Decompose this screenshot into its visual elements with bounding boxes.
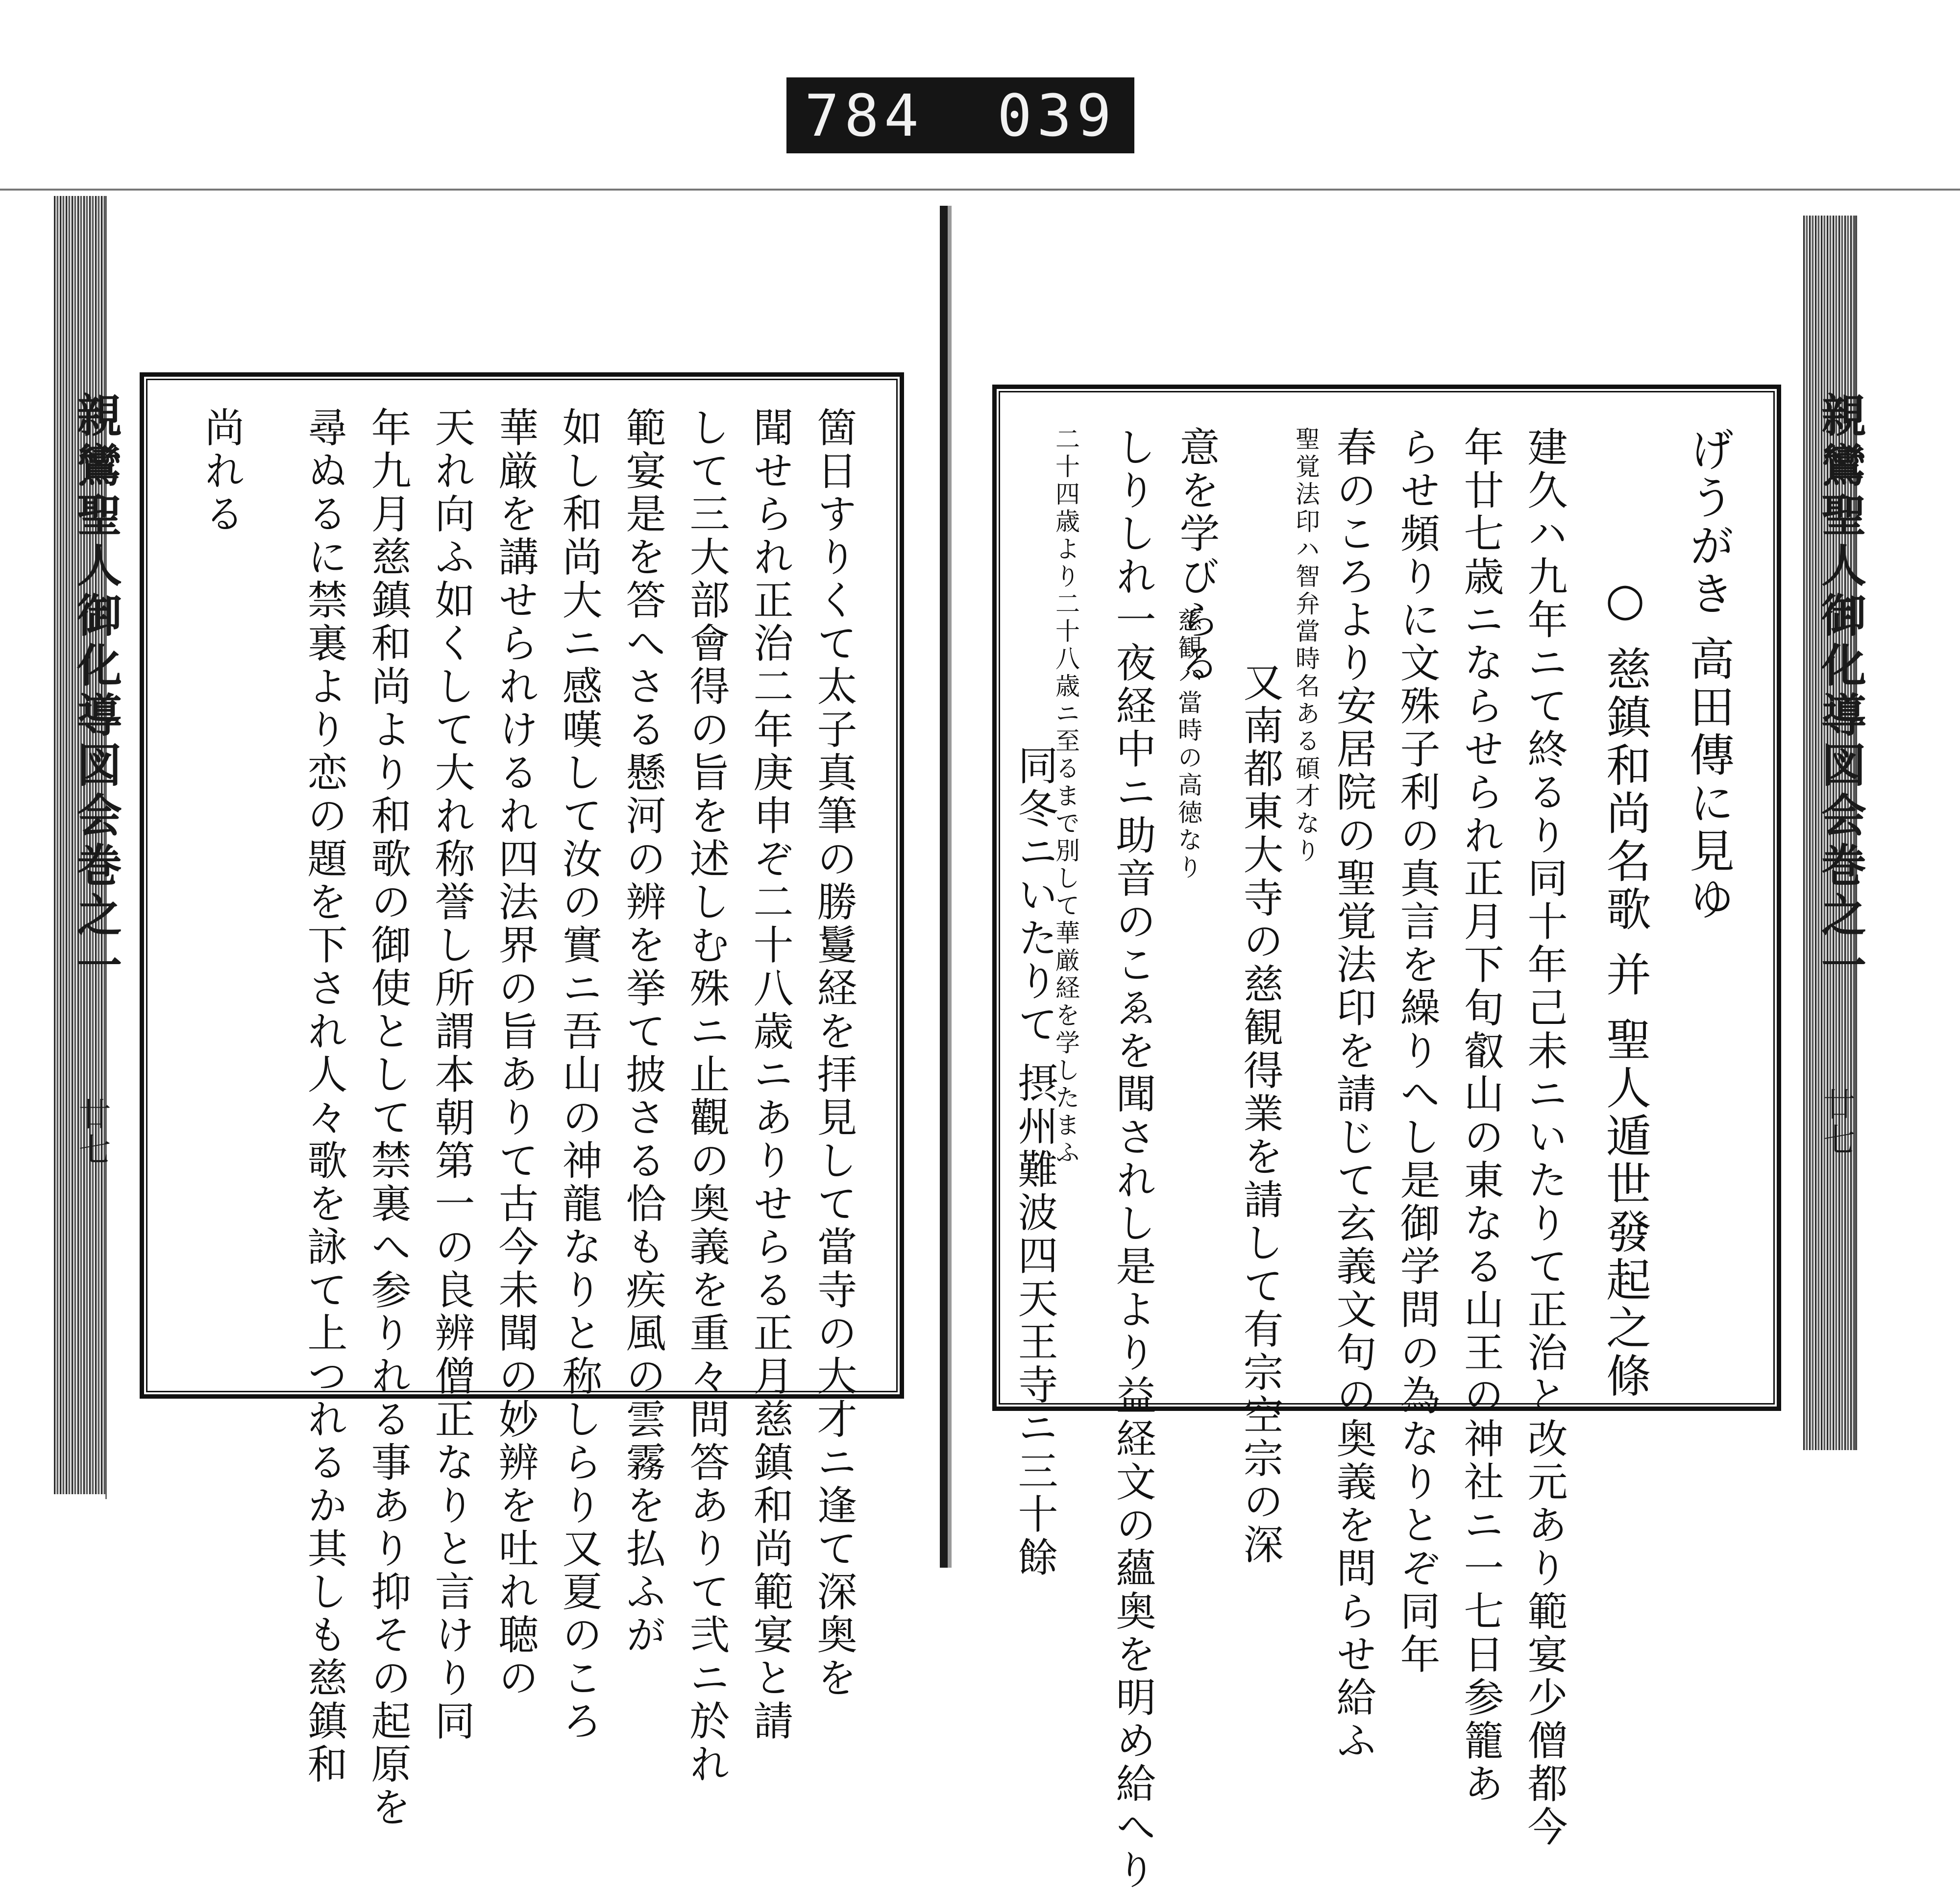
left-column-2: 聞せられ正治二年庚申ぞ二十八歳ニありせらる正月慈鎮和尚範宴と請 — [747, 407, 793, 1743]
left-column-9: 尋ぬるに禁裏より恋の題を下され人々歌を詠て上つれるか其しも慈鎮和 — [301, 407, 347, 1786]
book-spine-shadow — [948, 206, 952, 1568]
catalogue-label — [786, 77, 1134, 153]
right-note-2: 慈観ハ當時の高徳なり — [1174, 607, 1202, 882]
left-column-1: 箇日すりくて太子真筆の勝鬘経を拝見して當寺の大才ニ逢て深奥を — [810, 407, 857, 1700]
right-note-1: 聖覚法印ハ智弁當時名ある碩才なり — [1292, 426, 1320, 865]
source-line: げうがき 高田傳に見ゆ — [1682, 426, 1735, 924]
label-left-number: 784 — [804, 81, 924, 149]
left-column-7: 天れ向ふ如くして大れ称誉し所謂本朝第一の良辨僧正なりと言けり同 — [428, 407, 475, 1743]
right-column-2: 年廿七歳ニならせられ正月下旬叡山の東なる山王の神社ニ一七日参籠あ — [1457, 426, 1504, 1806]
label-right-number: 039 — [997, 81, 1117, 149]
right-column-1: 建久ハ九年ニて終るり同十年己未ニいたりて正治と改元あり範宴少僧都今 — [1521, 426, 1568, 1849]
right-column-8: 同冬ニいたりて 摂州難波四天王寺ニ三十餘 — [1011, 745, 1058, 1580]
right-column-7: しりしれ一夜経中ニ助音のこゑを聞されし是より益経文の蘊奥を明め給へり — [1109, 426, 1156, 1892]
left-page-number: 廿七 — [73, 1097, 111, 1168]
right-column-6: 意を学びらる — [1173, 426, 1220, 685]
scan-top-edge — [0, 189, 1960, 191]
right-margin-title: 親鸞聖人御化導図会巻之一 — [1814, 392, 1867, 992]
right-note-3: 二十四歳より二十八歳ニ至るまで別して華厳経を学したまふ — [1052, 426, 1080, 1167]
left-margin-title: 親鸞聖人御化導図会巻之一 — [70, 392, 122, 992]
section-title: ○ 慈鎮和尚名歌 并 聖人遁世發起之條 — [1599, 573, 1651, 1401]
left-column-4: 範宴是を答へさる懸河の辨を挙て披さる恰も疾風の雲霧を払ふが — [619, 407, 666, 1657]
right-column-4: 春のころより安居院の聖覚法印を請じて玄義文句の奥義を問らせ給ふ — [1330, 426, 1376, 1763]
left-column-10: 尚れる — [198, 407, 245, 536]
left-column-8: 年九月慈鎮和尚より和歌の御使として禁裏へ参りれる事あり抑その起原を — [365, 407, 411, 1829]
left-column-6: 華厳を講せられけるれ四法界の旨ありて古今未聞の妙辨を吐れ聴の — [492, 407, 539, 1700]
left-column-3: して三大部會得の旨を述しむ殊ニ止觀の奥義を重々問答ありて弐ニ於れ — [683, 407, 730, 1786]
right-column-3: らせ頻りに文殊子利の真言を繰りへし是御学問の為なりとぞ同年 — [1394, 426, 1440, 1676]
right-column-5: 又南都東大寺の慈観得業を請して有宗空宗の深 — [1237, 661, 1283, 1567]
book-spine — [940, 206, 948, 1568]
left-column-5: 如し和尚大ニ感嘆して汝の實ニ吾山の神龍なりと称しらり又夏のころ — [556, 407, 602, 1743]
right-page-number: 廿七 — [1817, 1088, 1855, 1158]
